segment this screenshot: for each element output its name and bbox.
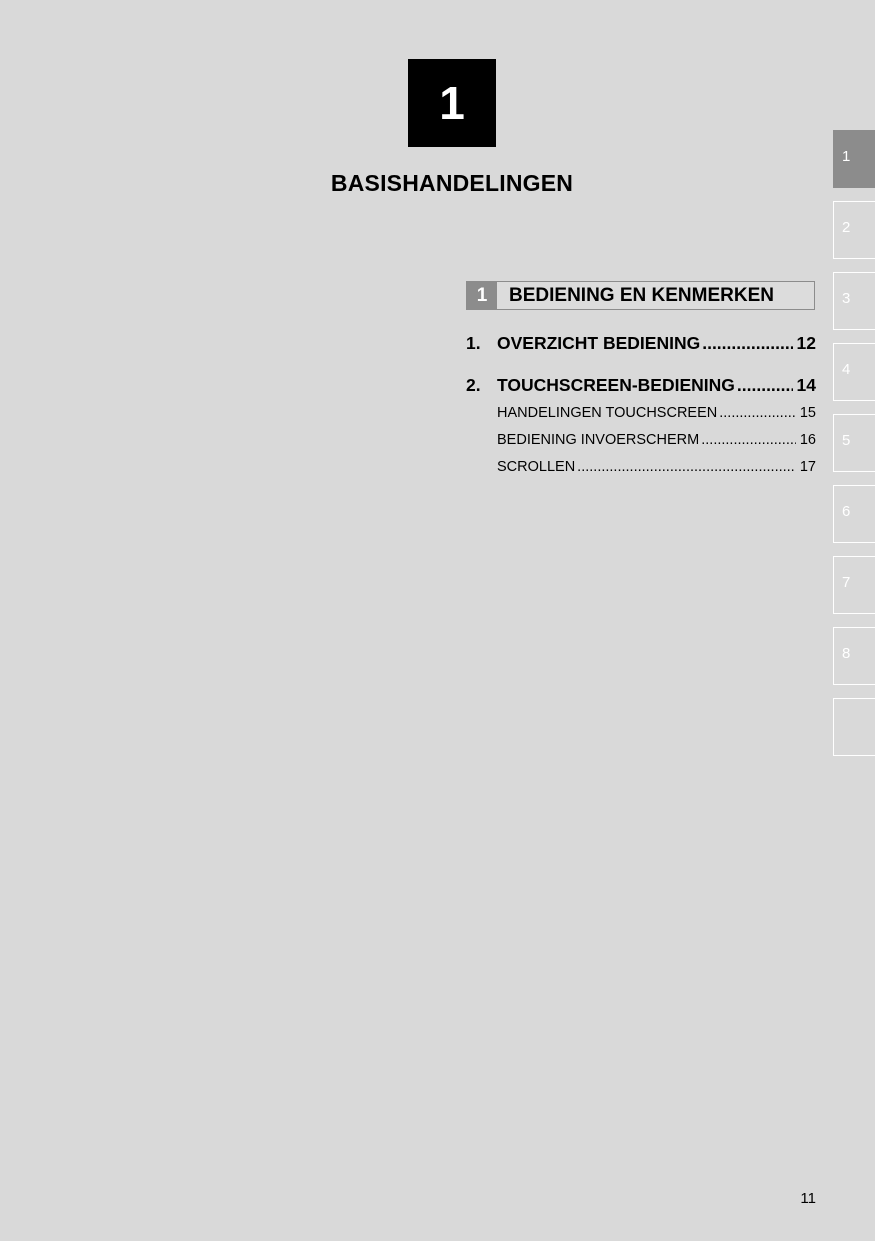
leader-dots [702,333,792,354]
leader-dots [701,432,796,448]
chapter-tab-3[interactable]: 3 [833,272,875,330]
toc-item-page: 12 [796,333,816,353]
section-header [466,281,815,310]
chapter-number: 1 [439,77,465,129]
chapter-tab-1[interactable]: 1 [833,130,875,188]
toc-subitem-page: 16 [799,432,816,448]
chapter-tab-index[interactable] [833,698,875,756]
chapter-title: BASISHANDELINGEN [330,170,574,196]
toc-item-title: TOUCHSCREEN-BEDIENING [497,375,735,395]
leader-dots [719,405,796,421]
toc-subitem-title: BEDIENING INVOERSCHERM [497,432,700,448]
toc-subitem-handelingen-touchscreen[interactable] [497,405,816,421]
leader-dots [577,459,796,475]
leader-dots [737,375,793,396]
toc-item-number: 2. [466,375,481,395]
chapter-tab-8[interactable]: 8 [833,627,875,685]
section-title: BEDIENING EN KENMERKEN [509,284,774,306]
toc-subitem-title: HANDELINGEN TOUCHSCREEN [497,405,718,421]
toc-item-number: 1. [466,333,481,353]
toc-item-title: OVERZICHT BEDIENING [497,333,701,353]
toc-subitem-title: SCROLLEN [497,459,576,475]
section-number: 1 [467,282,497,309]
toc-item-page: 14 [796,375,816,395]
toc-subitem-page: 15 [799,405,816,421]
chapter-number-box [408,59,496,147]
chapter-tab-2[interactable]: 2 [833,201,875,259]
chapter-tab-4[interactable]: 4 [833,343,875,401]
chapter-tab-5[interactable]: 5 [833,414,875,472]
toc-item-overzicht-bediening[interactable] [466,333,816,354]
toc-subitem-page: 17 [799,459,816,475]
page-number: 11 [800,1190,816,1207]
toc-subitem-bediening-invoerscherm[interactable] [497,432,816,448]
chapter-tab-6[interactable]: 6 [833,485,875,543]
chapter-tab-7[interactable]: 7 [833,556,875,614]
toc-item-touchscreen-bediening[interactable] [466,375,816,396]
toc-subitem-scrollen[interactable] [497,459,816,475]
